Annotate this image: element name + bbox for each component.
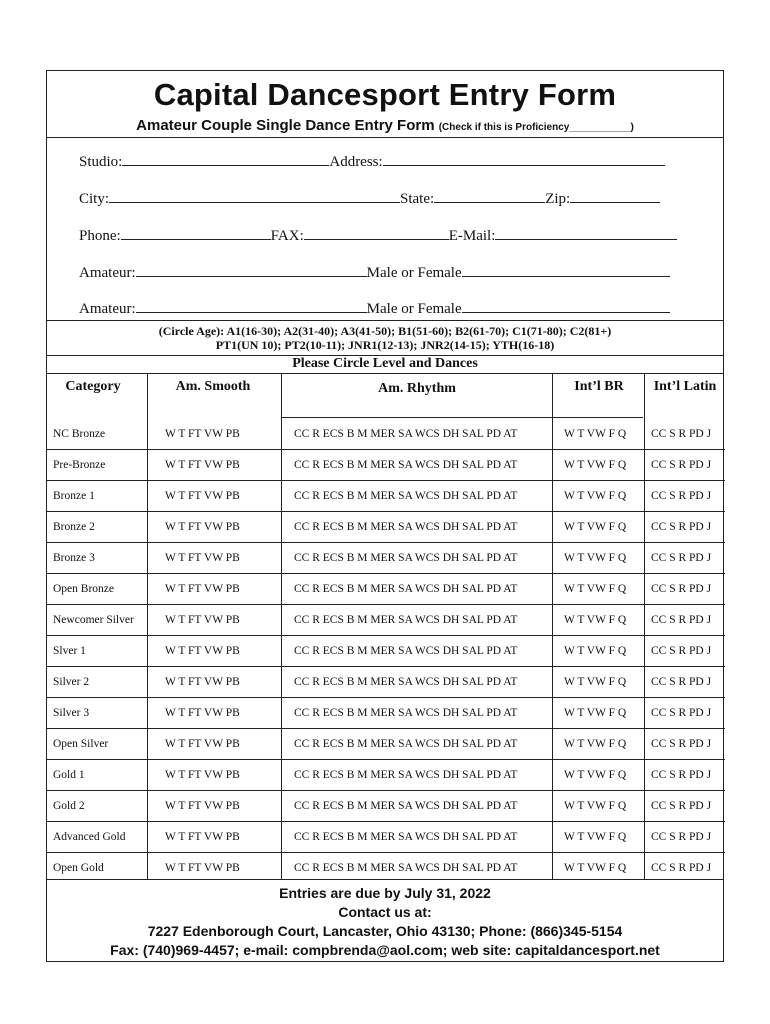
category-cell: NC Bronze bbox=[53, 428, 106, 440]
rhythm-dances[interactable]: CC R ECS B M MER SA WCS DH SAL PD AT bbox=[294, 800, 518, 812]
row-divider bbox=[47, 728, 725, 729]
male-female-label: Male or Female bbox=[366, 301, 462, 317]
rhythm-dances[interactable]: CC R ECS B M MER SA WCS DH SAL PD AT bbox=[294, 738, 518, 750]
form-title: Capital Dancesport Entry Form bbox=[153, 77, 617, 112]
latin-dances[interactable]: CC S R PD J bbox=[651, 707, 712, 719]
amateur-1-field[interactable] bbox=[136, 262, 367, 277]
age-divisions[interactable] bbox=[47, 324, 723, 352]
rhythm-dances[interactable]: CC R ECS B M MER SA WCS DH SAL PD AT bbox=[294, 614, 518, 626]
smooth-dances[interactable]: W T FT VW PB bbox=[165, 707, 240, 719]
category-cell: Gold 1 bbox=[53, 769, 85, 781]
latin-dances[interactable]: CC S R PD J bbox=[651, 583, 712, 595]
smooth-dances[interactable]: W T FT VW PB bbox=[165, 862, 240, 874]
br-dances[interactable]: W T VW F Q bbox=[564, 428, 627, 440]
phone-label: Phone: bbox=[79, 228, 121, 244]
row-divider bbox=[47, 852, 725, 853]
category-cell: Silver 2 bbox=[53, 676, 90, 688]
rhythm-dances[interactable]: CC R ECS B M MER SA WCS DH SAL PD AT bbox=[294, 428, 518, 440]
latin-dances[interactable]: CC S R PD J bbox=[651, 862, 712, 874]
br-dances[interactable]: W T VW F Q bbox=[564, 738, 627, 750]
row-divider bbox=[47, 697, 725, 698]
fax-field[interactable] bbox=[304, 225, 449, 240]
divider bbox=[47, 879, 723, 880]
header-smooth: Am. Smooth bbox=[175, 379, 251, 394]
rhythm-dances[interactable]: CC R ECS B M MER SA WCS DH SAL PD AT bbox=[294, 862, 518, 874]
latin-dances[interactable]: CC S R PD J bbox=[651, 614, 712, 626]
studio-row bbox=[79, 151, 665, 171]
divider bbox=[47, 137, 723, 138]
row-divider bbox=[47, 759, 725, 760]
rhythm-dances[interactable]: CC R ECS B M MER SA WCS DH SAL PD AT bbox=[294, 707, 518, 719]
rhythm-dances[interactable]: CC R ECS B M MER SA WCS DH SAL PD AT bbox=[294, 831, 518, 843]
latin-dances[interactable]: CC S R PD J bbox=[651, 676, 712, 688]
category-cell: Bronze 1 bbox=[53, 490, 95, 502]
phone-row bbox=[79, 225, 677, 245]
divider bbox=[47, 320, 723, 321]
br-dances[interactable]: W T VW F Q bbox=[564, 490, 627, 502]
rhythm-dances[interactable]: CC R ECS B M MER SA WCS DH SAL PD AT bbox=[294, 583, 518, 595]
latin-dances[interactable]: CC S R PD J bbox=[651, 521, 712, 533]
amateur-row-1 bbox=[79, 262, 670, 282]
phone-field[interactable] bbox=[121, 225, 271, 240]
studio-field[interactable] bbox=[122, 151, 329, 166]
br-dances[interactable]: W T VW F Q bbox=[564, 645, 627, 657]
br-dances[interactable]: W T VW F Q bbox=[564, 800, 627, 812]
age-line-2: PT1(UN 10); PT2(10-11); JNR1(12-13); JNR2(14-15); YTH(16-18) bbox=[215, 338, 555, 352]
latin-dances[interactable]: CC S R PD J bbox=[651, 490, 712, 502]
category-cell: Newcomer Silver bbox=[53, 614, 134, 626]
category-cell: Gold 2 bbox=[53, 800, 85, 812]
studio-label: Studio: bbox=[79, 154, 123, 170]
address-phone: 7227 Edenborough Court, Lancaster, Ohio 43130; Phone: (866)345-5154 bbox=[147, 923, 623, 939]
contact-heading: Contact us at: bbox=[338, 904, 432, 920]
category-cell: Silver 3 bbox=[53, 707, 90, 719]
header-latin: Int’l Latin bbox=[653, 379, 717, 394]
br-dances[interactable]: W T VW F Q bbox=[564, 614, 627, 626]
latin-dances[interactable]: CC S R PD J bbox=[651, 459, 712, 471]
category-cell: Bronze 3 bbox=[53, 552, 95, 564]
latin-dances[interactable]: CC S R PD J bbox=[651, 645, 712, 657]
latin-dances[interactable]: CC S R PD J bbox=[651, 428, 712, 440]
gender-1-field[interactable] bbox=[462, 262, 670, 277]
smooth-dances[interactable]: W T FT VW PB bbox=[165, 428, 240, 440]
amateur-2-field[interactable] bbox=[136, 298, 367, 313]
header-rhythm: Am. Rhythm bbox=[378, 381, 456, 396]
br-dances[interactable]: W T VW F Q bbox=[564, 521, 627, 533]
row-divider bbox=[47, 790, 725, 791]
smooth-dances[interactable]: W T FT VW PB bbox=[165, 738, 240, 750]
br-dances[interactable]: W T VW F Q bbox=[564, 831, 627, 843]
city-label: City: bbox=[79, 191, 110, 207]
category-cell: Advanced Gold bbox=[53, 831, 126, 843]
zip-field[interactable] bbox=[570, 188, 660, 203]
row-divider bbox=[47, 449, 725, 450]
row-divider bbox=[47, 635, 725, 636]
row-divider bbox=[47, 480, 725, 481]
smooth-dances[interactable]: W T FT VW PB bbox=[165, 490, 240, 502]
state-label: State: bbox=[400, 191, 435, 207]
proficiency-note[interactable]: (Check if this is Proficiency___________) bbox=[438, 122, 634, 133]
subtitle-text: Amateur Couple Single Dance Entry Form bbox=[136, 117, 435, 134]
fax-email-web: Fax: (740)969-4457; e-mail: compbrenda@aol.com; web site: capitaldancesport.net bbox=[110, 942, 660, 958]
age-line-1: (Circle Age): A1(16-30); A2(31-40); A3(41-50); B1(51-60); B2(61-70); C1(71-80); C2(81+) bbox=[158, 324, 612, 338]
amateur-row-2 bbox=[79, 298, 670, 318]
smooth-dances[interactable]: W T FT VW PB bbox=[165, 676, 240, 688]
category-cell: Open Gold bbox=[53, 862, 104, 874]
header-br: Int’l BR bbox=[574, 379, 624, 394]
rhythm-dances[interactable]: CC R ECS B M MER SA WCS DH SAL PD AT bbox=[294, 521, 518, 533]
rhythm-dances[interactable]: CC R ECS B M MER SA WCS DH SAL PD AT bbox=[294, 769, 518, 781]
smooth-dances[interactable]: W T FT VW PB bbox=[165, 583, 240, 595]
row-divider bbox=[47, 666, 725, 667]
smooth-dances[interactable]: W T FT VW PB bbox=[165, 800, 240, 812]
header-underline bbox=[281, 417, 643, 418]
zip-label: Zip: bbox=[545, 191, 571, 207]
row-divider bbox=[47, 542, 725, 543]
fax-label: FAX: bbox=[270, 228, 304, 244]
male-female-label: Male or Female bbox=[366, 265, 462, 281]
footer bbox=[47, 884, 723, 960]
divider bbox=[47, 373, 723, 374]
category-cell: Pre-Bronze bbox=[53, 459, 106, 471]
br-dances[interactable]: W T VW F Q bbox=[564, 552, 627, 564]
rhythm-dances[interactable]: CC R ECS B M MER SA WCS DH SAL PD AT bbox=[294, 645, 518, 657]
row-divider bbox=[47, 573, 725, 574]
smooth-dances[interactable]: W T FT VW PB bbox=[165, 769, 240, 781]
br-dances[interactable]: W T VW F Q bbox=[564, 459, 627, 471]
amateur-label: Amateur: bbox=[79, 301, 136, 317]
email-label: E-Mail: bbox=[448, 228, 496, 244]
category-cell: Slver 1 bbox=[53, 645, 86, 657]
latin-dances[interactable]: CC S R PD J bbox=[651, 552, 712, 564]
br-dances[interactable]: W T VW F Q bbox=[564, 583, 627, 595]
address-field[interactable] bbox=[383, 151, 665, 166]
gender-2-field[interactable] bbox=[462, 298, 670, 313]
due-date: Entries are due by July 31, 2022 bbox=[279, 885, 491, 901]
category-cell: Bronze 2 bbox=[53, 521, 95, 533]
br-dances[interactable]: W T VW F Q bbox=[564, 769, 627, 781]
email-field[interactable] bbox=[495, 225, 677, 240]
amateur-label: Amateur: bbox=[79, 265, 136, 281]
smooth-dances[interactable]: W T FT VW PB bbox=[165, 521, 240, 533]
category-cell: Open Bronze bbox=[53, 583, 114, 595]
address-label: Address: bbox=[329, 154, 383, 170]
latin-dances[interactable]: CC S R PD J bbox=[651, 800, 712, 812]
br-dances[interactable]: W T VW F Q bbox=[564, 676, 627, 688]
entry-form bbox=[46, 70, 724, 962]
rhythm-dances[interactable]: CC R ECS B M MER SA WCS DH SAL PD AT bbox=[294, 552, 518, 564]
row-divider bbox=[47, 511, 725, 512]
row-divider bbox=[47, 821, 725, 822]
latin-dances[interactable]: CC S R PD J bbox=[651, 738, 712, 750]
smooth-dances[interactable]: W T FT VW PB bbox=[165, 614, 240, 626]
smooth-dances[interactable]: W T FT VW PB bbox=[165, 552, 240, 564]
category-cell: Open Silver bbox=[53, 738, 109, 750]
rhythm-dances[interactable]: CC R ECS B M MER SA WCS DH SAL PD AT bbox=[294, 490, 518, 502]
smooth-dances[interactable]: W T FT VW PB bbox=[165, 831, 240, 843]
smooth-dances[interactable]: W T FT VW PB bbox=[165, 459, 240, 471]
form-subtitle bbox=[47, 117, 723, 134]
city-row bbox=[79, 188, 660, 208]
row-divider bbox=[47, 604, 725, 605]
br-dances[interactable]: W T VW F Q bbox=[564, 862, 627, 874]
state-field[interactable] bbox=[434, 188, 545, 203]
city-field[interactable] bbox=[109, 188, 400, 203]
smooth-dances[interactable]: W T FT VW PB bbox=[165, 645, 240, 657]
latin-dances[interactable]: CC S R PD J bbox=[651, 831, 712, 843]
header-category: Category bbox=[65, 379, 121, 394]
rhythm-dances[interactable]: CC R ECS B M MER SA WCS DH SAL PD AT bbox=[294, 676, 518, 688]
rhythm-dances[interactable]: CC R ECS B M MER SA WCS DH SAL PD AT bbox=[294, 459, 518, 471]
br-dances[interactable]: W T VW F Q bbox=[564, 707, 627, 719]
circle-heading: Please Circle Level and Dances bbox=[292, 356, 478, 371]
latin-dances[interactable]: CC S R PD J bbox=[651, 769, 712, 781]
